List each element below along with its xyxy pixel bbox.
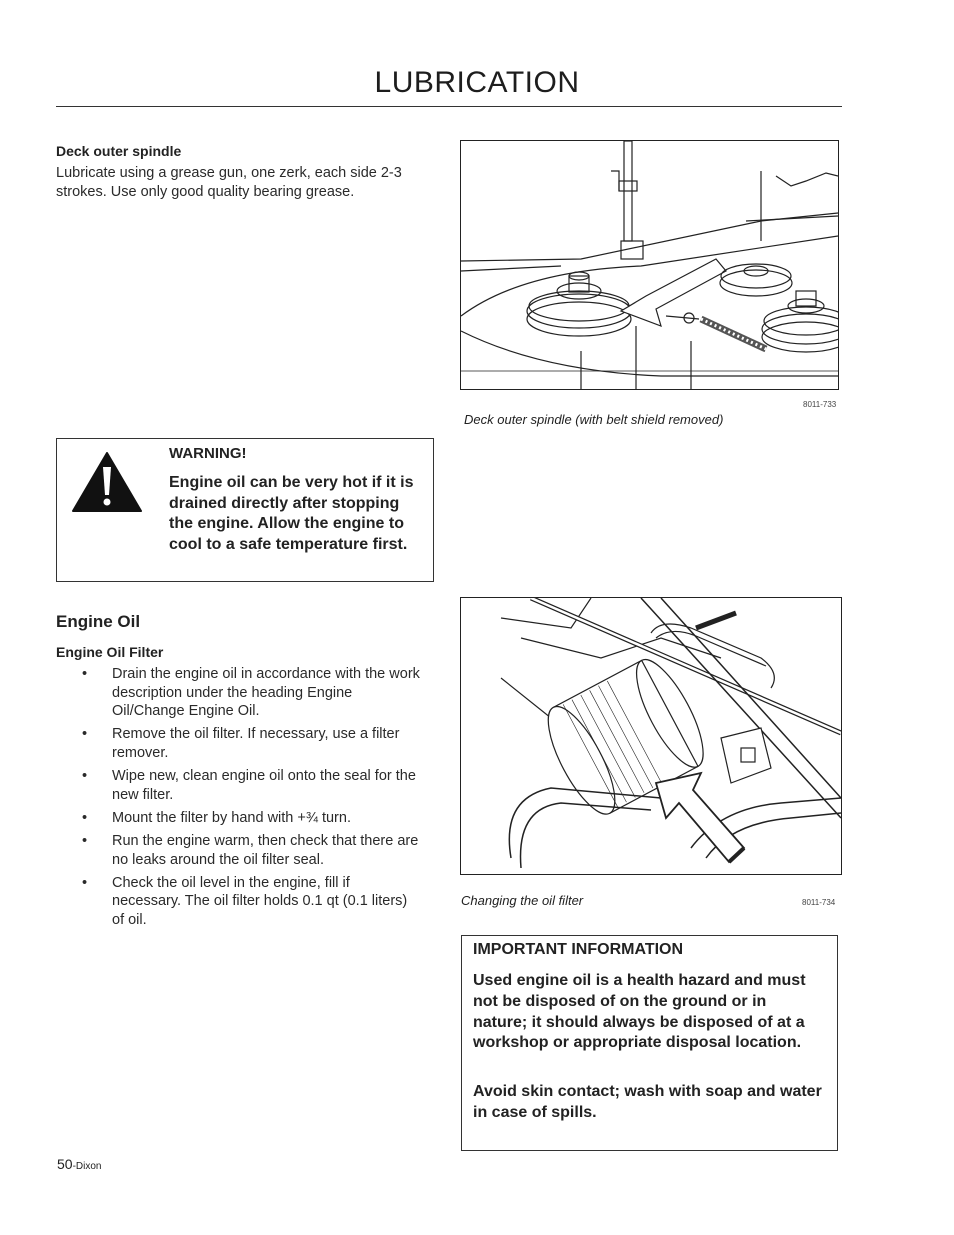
bullet: • <box>82 726 88 743</box>
engine-oil-filter-heading: Engine Oil Filter <box>56 644 164 660</box>
bullet: • <box>82 809 88 826</box>
warning-text: Engine oil can be very hot if it is drained directly after stopping the engine. Allow the engine to cool to a safe temperature first. <box>169 474 414 554</box>
list-item <box>82 874 422 930</box>
deck-spindle-illustration <box>460 140 839 390</box>
list-item <box>82 665 422 721</box>
warning-box <box>56 438 434 582</box>
figure2-caption: Changing the oil filter <box>461 893 584 908</box>
warning-title: WARNING! <box>169 445 247 462</box>
list-item <box>82 725 422 762</box>
list-item <box>82 809 422 828</box>
step-text: Mount the filter by hand with +¾ turn. <box>112 809 351 826</box>
list-item <box>82 767 422 804</box>
important-paragraph-2: Avoid skin contact; wash with soap and water in case of spills. <box>473 1083 822 1121</box>
important-title: IMPORTANT INFORMATION <box>473 941 684 958</box>
warning-triangle-icon <box>71 451 143 513</box>
step-text: Drain the engine oil in accordance with the work description under the heading Engine Oil/Change Engine Oil. <box>112 666 420 719</box>
bullet: • <box>82 666 88 682</box>
title-divider <box>56 106 842 107</box>
important-information-box <box>461 935 838 1151</box>
figure2-code: 8011-734 <box>802 898 836 907</box>
bullet: • <box>82 768 88 785</box>
oil-filter-illustration <box>460 597 842 875</box>
page-title: LUBRICATION <box>374 66 580 99</box>
bullet: • <box>82 874 88 891</box>
oil-filter-steps-list <box>82 665 422 934</box>
list-item <box>82 832 422 869</box>
deck-spindle-text: Lubricate using a grease gun, one zerk, each side 2-3 strokes. Use only good quality bearing grease. <box>56 165 402 200</box>
page-number <box>57 1156 101 1172</box>
step-text: Run the engine warm, then check that there are no leaks around the oil filter seal. <box>112 833 419 868</box>
figure1-caption: Deck outer spindle (with belt shield removed) <box>464 412 724 427</box>
page-number-value: 50 <box>57 1156 73 1172</box>
important-paragraph-1: Used engine oil is a health hazard and must not be disposed of on the ground or in nature; it should always be disposed of at a workshop or appropriate disposal location. <box>473 972 806 1052</box>
brand-label: -Dixon <box>72 1161 102 1172</box>
deck-spindle-heading: Deck outer spindle <box>56 143 182 159</box>
step-text: Wipe new, clean engine oil onto the seal for the new filter. <box>112 768 416 803</box>
figure1-code: 8011-733 <box>803 400 837 409</box>
engine-oil-heading: Engine Oil <box>56 612 141 631</box>
bullet: • <box>82 833 88 850</box>
step-text: Remove the oil filter. If necessary, use a filter remover. <box>112 726 400 761</box>
step-text: Check the oil level in the engine, fill if necessary. The oil filter holds 0.1 qt (0.1 liters) of oil. <box>112 874 408 928</box>
